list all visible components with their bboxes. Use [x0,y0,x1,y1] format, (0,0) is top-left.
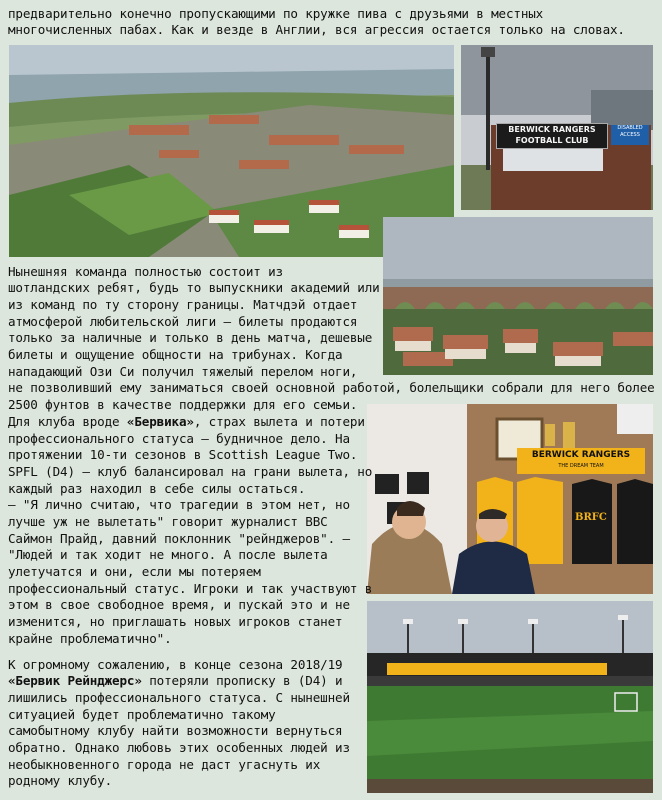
intro-line-2: многочисленных пабах. Как и везде в Англии, вся агрессия остается только на словах. [8,22,625,37]
shop-banner-subtitle: THE DREAM TEAM [558,463,604,469]
para3-line-5: самобытному клубу найти возможности вернуться [8,723,343,738]
para3-line-3: лишились профессионального статуса. С нынешней [8,690,350,705]
para2-line-3: протяжении 10-ти сезонов в Scottish League Two. [8,447,358,462]
club-shop-photo [367,404,653,594]
disabled-access-sign: DISABLED ACCESS [611,125,649,145]
club-full-name-bold: «Бервик Рейнджерс» [8,673,142,688]
viaduct-photo [383,217,653,375]
para2-line-1-pre: Для клуба вроде [8,414,127,429]
para3-line-6: обратно. Однако любовь этих особенных людей из [8,740,350,755]
quote-line-4: "Людей и так ходит не много. А после вылета [8,547,328,562]
para1-line-8: не позволивший ему заниматься своей основной работой, болельщики собрали для него более [8,380,655,395]
quote-line-3: Саймон Прайд, давний поклонник "рейнджеров". – [8,531,350,546]
club-sign-photo [461,45,653,210]
para2-line-1 [8,414,365,431]
quote-line-2: лучше уж не вылетать" говорит журналист BBC [8,514,328,529]
para1-line-7: нападающий Ози Си получил тяжелый перелом ноги, [8,364,358,379]
quote-line-8: изменится, но приглашать новых игроков станет [8,614,343,629]
para1-line-1: Нынешняя команда полностью состоит из [8,264,283,279]
para3-line-4: ситуацией будет проблематично такому [8,707,276,722]
shop-banner-title: BERWICK RANGERS [531,450,631,460]
club-name-bold: «Бервика» [126,414,194,429]
para2-line-5: каждый раз находил в себе силы остаться. [8,481,306,496]
quote-line-5: улетучатся и они, если мы потеряем [8,564,261,579]
quote-line-9: крайне проблематично". [8,631,172,646]
para1-line-3: из команд по ту сторону границы. Матчдэй отдает [8,297,358,312]
sign-line-1: BERWICK RANGERS [508,125,596,134]
para1-line-9: 2500 фунтов в качестве поддержки для его семьи. [8,397,358,412]
para3-line-8: родному клубу. [8,773,113,788]
para1-line-6: билеты и ощущение общности на трибунах. Когда [8,347,343,362]
quote-line-7: этом в свое свободное время, и пускай это и не [8,597,350,612]
para2-line-2: профессионального статуса – будничное дело. На [8,431,350,446]
intro-line-1: предварительно конечно пропускающими по кружке пива с друзьями в местных [8,6,544,21]
para2-line-1-post: , страх вылета и потери [193,414,365,429]
para3-line-2-post: потеряли прописку в (D4) и [141,673,343,688]
shop-banner [517,448,645,474]
quote-line-1: – "Я лично считаю, что трагедии в этом нет, но [8,497,350,512]
para1-line-4: атмосферой любительской лиги – билеты продаются [8,314,358,329]
para3-line-7: необыкновенного города не даст угаснуть их [8,757,321,772]
para1-line-2: шотландских ребят, будь то выпускники академий или [8,280,380,295]
para3-line-2 [8,673,342,690]
para2-line-4: SPFL (D4) – клуб балансировал на грани вылета, но [8,464,373,479]
shirt-badge: BRFC [575,512,607,523]
sign-line-2: FOOTBALL CLUB [515,136,589,145]
stadium-photo [367,601,653,793]
para1-line-5: только за наличные и только в день матча, дешевые [8,330,373,345]
quote-line-6: профессиональный статус. Игроки и так участвуют в [8,581,373,596]
club-sign-board [496,123,608,149]
para3-line-1: К огромному сожалению, в конце сезона 2018/19 [8,657,343,672]
